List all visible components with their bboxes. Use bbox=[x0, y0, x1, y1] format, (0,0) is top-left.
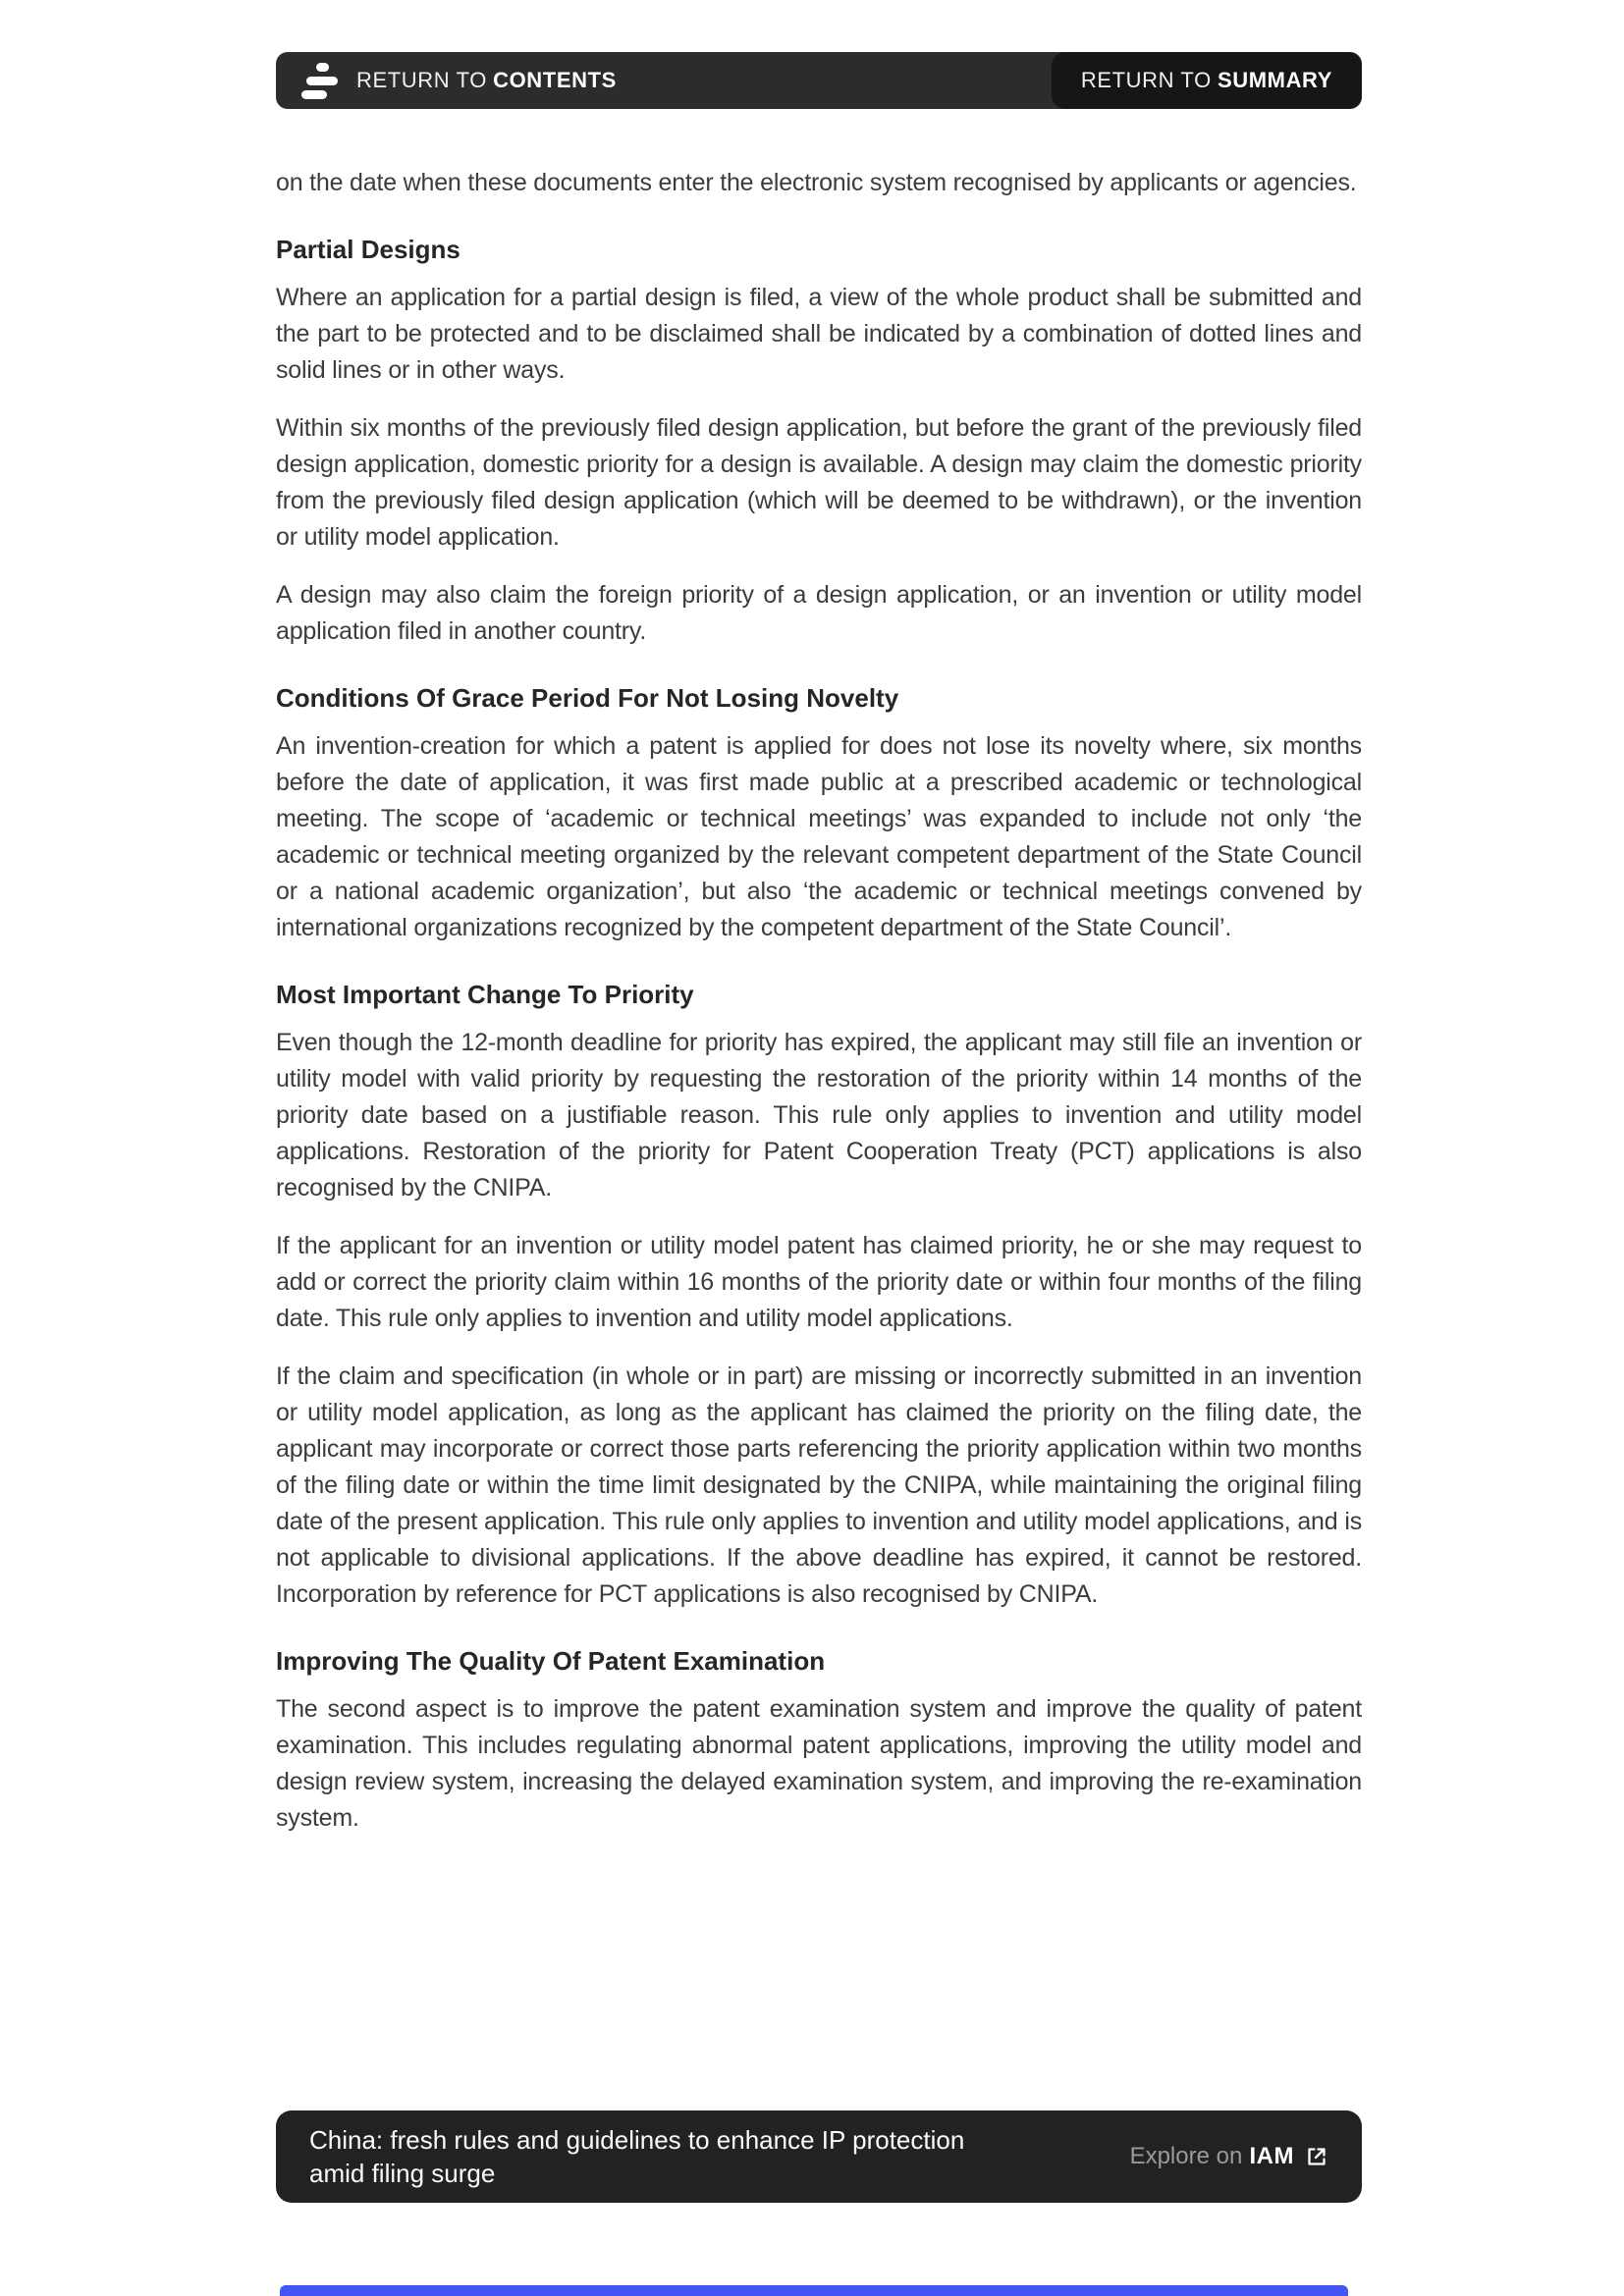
paragraph: A design may also claim the foreign priority of a design application, or an invention or utility model application filed in another country. bbox=[276, 581, 1362, 645]
paragraph: The second aspect is to improve the patent examination system and improve the quality of patent examination. This includes regulating abnormal patent applications, improving the utility model and design review system, increasing the delayed examination system, and improving the re-examination system. bbox=[276, 1695, 1362, 1832]
article-title-line2: amid filing surge bbox=[309, 2159, 496, 2188]
return-to-summary-label: RETURN TO SUMMARY bbox=[1080, 68, 1332, 92]
paragraph: Where an application for a partial design is filed, a view of the whole product shall be submitted and the part to be protected and to be disclaimed shall be indicated by a combination of dotted lines and solid lines or in other ways. bbox=[276, 284, 1362, 384]
explore-on-iam-link[interactable] bbox=[1130, 2143, 1328, 2170]
return-to-summary-button[interactable] bbox=[1052, 52, 1362, 109]
section-heading-partial-designs: Partial Designs bbox=[276, 235, 460, 264]
paragraph: Within six months of the previously filed design application, but before the grant of the previously filed design application, domestic priority for a design is available. A design may claim the domestic priority from the previously filed design application (which will be deemed to be withdrawn), or the invention or utility model application. bbox=[276, 414, 1362, 551]
return-to-contents-button[interactable] bbox=[276, 52, 617, 109]
section-heading-priority-change: Most Important Change To Priority bbox=[276, 980, 694, 1009]
return-to-contents-label: RETURN TO CONTENTS bbox=[356, 68, 617, 92]
external-link-icon bbox=[1305, 2145, 1328, 2168]
article-title bbox=[309, 2123, 964, 2190]
article-title-line1: China: fresh rules and guidelines to enhance IP protection bbox=[309, 2125, 965, 2155]
section-heading-grace-period: Conditions Of Grace Period For Not Losing Novelty bbox=[276, 683, 899, 713]
paragraph: If the claim and specification (in whole or in part) are missing or incorrectly submitted in an invention or utility model application, as long as the applicant has claimed the priority on the filing date, the applicant may incorporate or correct those parts referencing the priority application within two months of the filing date or within the time limit designated by the CNIPA, while maintaining the original filing date of the present application. This rule only applies to invention and utility model applications, and is not applicable to divisional applications. If the above deadline has expired, it cannot be restored. Incorporation by reference for PCT applications is also recognised by CNIPA. bbox=[276, 1362, 1362, 1608]
section-heading-examination-quality: Improving The Quality Of Patent Examination bbox=[276, 1646, 826, 1676]
paragraph: An invention-creation for which a patent is applied for does not lose its novelty where, six months before the date of application, it was first made public at a prescribed academic or technological meeting. The scope of ‘academic or technical meetings’ was expanded to include not only ‘the academic or technical meeting organized by the relevant competent department of the State Council or a national academic organization’, but also ‘the academic or technical meetings convened by international organizations recognized by the competent department of the State Council’. bbox=[276, 732, 1362, 941]
top-nav-bar bbox=[276, 52, 1362, 109]
iam-logo-icon bbox=[301, 63, 339, 99]
explore-prefix-label: Explore on bbox=[1129, 2143, 1243, 2169]
article-body bbox=[276, 165, 1362, 1858]
paragraph: Even though the 12-month deadline for priority has expired, the applicant may still file an invention or utility model with valid priority by requesting the restoration of the priority within 14 months of the priority date based on a justifiable reason. This rule only applies to invention and utility model applications. Restoration of the priority for Patent Cooperation Treaty (PCT) applications is also recognised by the CNIPA. bbox=[276, 1029, 1362, 1201]
paragraph: If the applicant for an invention or utility model patent has claimed priority, he or she may request to add or correct the priority claim within 16 months of the priority date or within four months of the filing date. This rule only applies to invention and utility model applications. bbox=[276, 1232, 1362, 1332]
page-accent-bar bbox=[280, 2285, 1348, 2296]
intro-paragraph: on the date when these documents enter the electronic system recognised by applicants or agencies. bbox=[276, 169, 1357, 196]
footer-bar bbox=[276, 2110, 1362, 2203]
iam-brand-label: IAM bbox=[1249, 2143, 1294, 2169]
